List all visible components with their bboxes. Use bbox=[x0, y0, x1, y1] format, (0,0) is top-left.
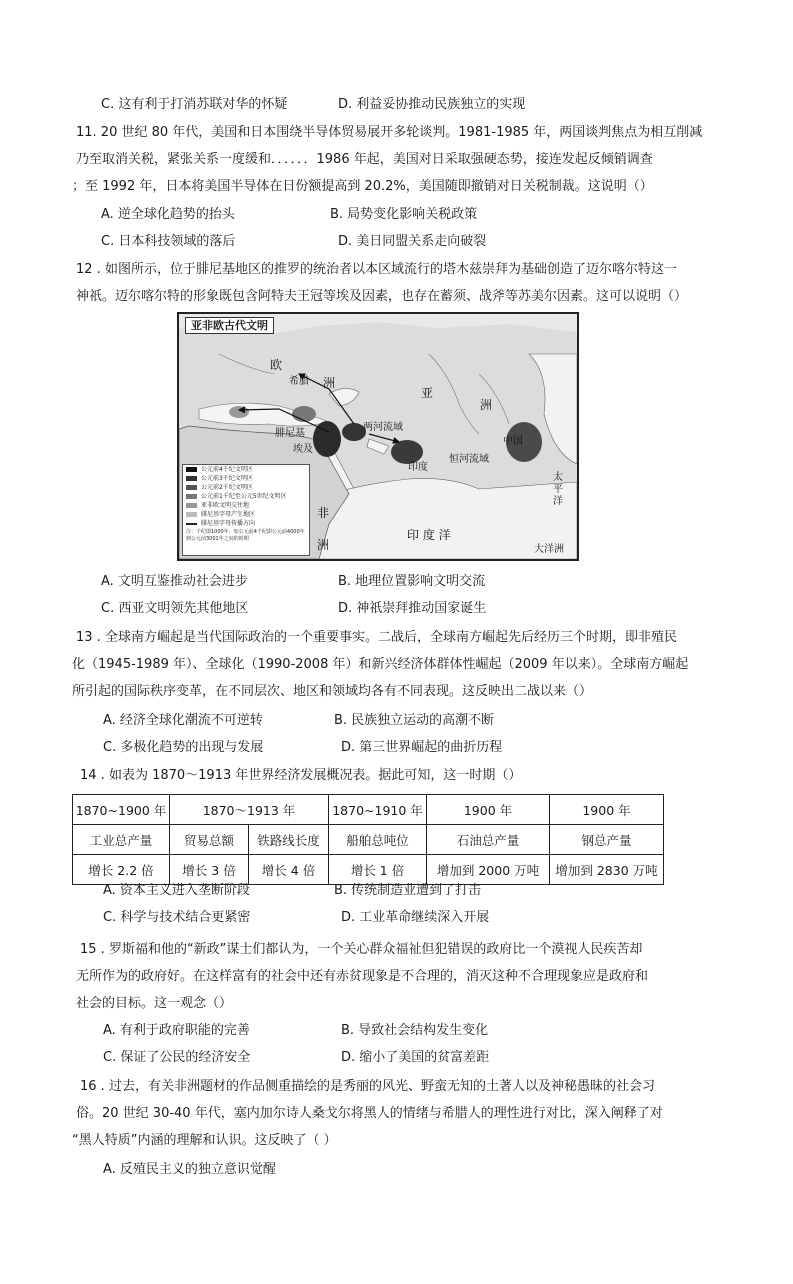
legend-item bbox=[183, 501, 309, 510]
table-cell: 增加到 2000 万吨 bbox=[427, 855, 550, 885]
q12-option-c: C. 西亚文明领先其他地区 bbox=[101, 601, 249, 616]
legend-swatch bbox=[186, 503, 197, 508]
q14-stem-line: 14 . 如表为 1870～1913 年世界经济发展概况表。据此可知，这一时期（） bbox=[80, 768, 522, 783]
q11-option-b: B. 局势变化影响关税政策 bbox=[330, 207, 478, 222]
q11-stem-line: ；至 1992 年，日本将美国半导体在日份额提高到 20.2%，美国随即撤销对日关税制裁。这说明（） bbox=[72, 179, 653, 194]
q12-stem-line: 神祇。迈尔喀尔特的形象既包含阿特夫王冠等埃及因素，也存在蓄须、战斧等苏美尔因素。这可以说明（） bbox=[76, 289, 688, 304]
table-row bbox=[73, 855, 664, 885]
legend-swatch bbox=[186, 476, 197, 481]
q15-option-d: D. 缩小了美国的贫富差距 bbox=[341, 1050, 490, 1065]
legend-item bbox=[183, 483, 309, 492]
table-row bbox=[73, 795, 664, 825]
table-cell: 1870～1913 年 bbox=[170, 795, 329, 825]
map-label-europe: 欧 bbox=[270, 358, 283, 372]
map-label-greece: 希腊 bbox=[289, 376, 309, 387]
q13-stem-line: 化（1945-1989 年）、全球化（1990-2008 年）和新兴经济体群体性崛起（2009 年以来）。全球南方崛起 bbox=[72, 657, 689, 672]
table-cell: 1870~1910 年 bbox=[329, 795, 427, 825]
q10-option-d: D. 利益妥协推动民族独立的实现 bbox=[338, 97, 526, 112]
legend-label: 公元前1千纪至公元5世纪文明区 bbox=[201, 493, 287, 500]
q12-stem-line: 12 . 如图所示，位于腓尼基地区的推罗的统治者以本区域流行的塔木兹崇拜为基础创造了迈尔喀尔特这一 bbox=[76, 262, 677, 277]
legend-swatch bbox=[186, 512, 197, 517]
table-cell: 贸易总额 bbox=[170, 825, 249, 855]
arrow-icon bbox=[186, 523, 197, 525]
legend-item bbox=[183, 474, 309, 483]
legend-swatch bbox=[186, 467, 197, 472]
q15-option-c: C. 保证了公民的经济安全 bbox=[103, 1050, 251, 1065]
q12-option-d: D. 神祇崇拜推动国家诞生 bbox=[338, 601, 487, 616]
map-label-river: 恒河流域 bbox=[449, 454, 489, 465]
table-cell: 船舶总吨位 bbox=[329, 825, 427, 855]
map-label-africa-2: 洲 bbox=[317, 538, 330, 552]
map-label-mesopotamia: 两河流域 bbox=[363, 422, 403, 433]
legend-item bbox=[183, 519, 309, 528]
map-label-india: 印度 bbox=[408, 462, 428, 473]
table-cell: 增长 4 倍 bbox=[249, 855, 329, 885]
table-cell: 钢总产量 bbox=[550, 825, 664, 855]
q13-option-b: B. 民族独立运动的高潮不断 bbox=[334, 713, 495, 728]
q16-option-a: A. 反殖民主义的独立意识觉醒 bbox=[103, 1162, 276, 1177]
legend-label: 公元前2千纪文明区 bbox=[201, 484, 253, 491]
economy-table bbox=[72, 794, 664, 885]
q13-stem-line: 13 . 全球南方崛起是当代国际政治的一个重要事实。二战后，全球南方崛起先后经历三个时期，即非殖民 bbox=[76, 630, 677, 645]
civilization-map bbox=[177, 312, 579, 561]
q14-option-d: D. 工业革命继续深入开展 bbox=[341, 910, 490, 925]
q15-stem-line: 无所作为的政府好。在这样富有的社会中还有赤贫现象是不合理的，消灭这种不合理现象应是政府和 bbox=[76, 969, 649, 984]
q16-stem-line: 16 . 过去，有关非洲题材的作品侧重描绘的是秀丽的风光、野蛮无知的土著人以及神秘愚昧的社会习 bbox=[80, 1079, 655, 1094]
q15-option-b: B. 导致社会结构发生变化 bbox=[341, 1023, 489, 1038]
legend-label: 腓尼基字母产生地区 bbox=[201, 511, 256, 518]
map-label-indian-ocean: 印 度 洋 bbox=[407, 528, 451, 542]
table-cell: 1870~1900 年 bbox=[73, 795, 170, 825]
legend-item bbox=[183, 510, 309, 519]
table-cell: 铁路线长度 bbox=[249, 825, 329, 855]
q14-option-c: C. 科学与技术结合更紧密 bbox=[103, 910, 251, 925]
table-cell: 石油总产量 bbox=[427, 825, 550, 855]
legend-swatch bbox=[186, 494, 197, 499]
map-label-phoenicia: 腓尼基 bbox=[275, 428, 305, 439]
map-label-asia-2: 洲 bbox=[480, 398, 493, 412]
map-label-pacific: 太平洋 bbox=[553, 472, 563, 507]
q16-stem-line: “黑人特质”内涵的理解和认识。这反映了（ ） bbox=[72, 1133, 337, 1148]
q11-option-c: C. 日本科技领域的落后 bbox=[101, 234, 236, 249]
q13-option-a: A. 经济全球化潮流不可逆转 bbox=[103, 713, 263, 728]
q16-stem-line: 俗。20 世纪 30-40 年代，塞内加尔诗人桑戈尔将黑人的情绪与希腊人的理性进行对比，深入阐释了对 bbox=[76, 1106, 663, 1121]
legend-item bbox=[183, 492, 309, 501]
legend-note: 注：千纪即1000年，如公元前4千纪即公元前4000年到公元前3001年之间的时期 bbox=[186, 529, 305, 542]
q12-option-b: B. 地理位置影响文明交流 bbox=[338, 574, 486, 589]
q11-option-d: D. 美日同盟关系走向破裂 bbox=[338, 234, 487, 249]
q11-stem-line: 11. 20 世纪 80 年代，美国和日本围绕半导体贸易展开多轮谈判。1981-1985 年，两国谈判焦点为相互削减 bbox=[76, 125, 703, 140]
q13-option-c: C. 多极化趋势的出现与发展 bbox=[103, 740, 264, 755]
q13-stem-line: 所引起的国际秩序变革，在不同层次、地区和领域均各有不同表现。这反映出二战以来（） bbox=[72, 684, 593, 699]
table-cell: 增长 2.2 倍 bbox=[73, 855, 170, 885]
q11-option-a: A. 逆全球化趋势的抬头 bbox=[101, 207, 235, 222]
table-cell: 增加到 2830 万吨 bbox=[550, 855, 664, 885]
map-label-africa: 非 bbox=[317, 506, 330, 520]
map-legend bbox=[182, 464, 310, 556]
map-label-egypt: 埃及 bbox=[293, 444, 313, 455]
q15-option-a: A. 有利于政府职能的完善 bbox=[103, 1023, 250, 1038]
q15-stem-line: 社会的目标。这一观念（） bbox=[76, 996, 233, 1011]
table-cell: 1900 年 bbox=[550, 795, 664, 825]
legend-item bbox=[183, 465, 309, 474]
legend-swatch bbox=[186, 485, 197, 490]
table-cell: 增长 3 倍 bbox=[170, 855, 249, 885]
q14-option-b: B. 传统制造业遭到了打击 bbox=[334, 883, 482, 898]
table-cell: 增长 1 倍 bbox=[329, 855, 427, 885]
map-label-europe-2: 洲 bbox=[323, 376, 336, 390]
table-row bbox=[73, 825, 664, 855]
legend-label: 公元前4千纪文明区 bbox=[201, 466, 253, 473]
map-title: 亚非欧古代文明 bbox=[185, 317, 274, 334]
q13-option-d: D. 第三世界崛起的曲折历程 bbox=[341, 740, 503, 755]
map-label-oceania: 大洋洲 bbox=[534, 544, 564, 555]
table-cell: 工业总产量 bbox=[73, 825, 170, 855]
legend-label: 腓尼基字母传播方向 bbox=[201, 520, 256, 527]
q11-stem-line: 乃至取消关税，紧张关系一度缓和．．．．．．1986 年起，美国对日采取强硬态势，接连发起反倾销调查 bbox=[76, 152, 653, 167]
map-label-asia: 亚 bbox=[421, 386, 434, 400]
q12-option-a: A. 文明互鉴推动社会进步 bbox=[101, 574, 248, 589]
q14-option-a: A. 资本主义进入垄断阶段 bbox=[103, 883, 250, 898]
map-label-china: 中国 bbox=[503, 436, 523, 447]
q15-stem-line: 15 . 罗斯福和他的“新政”谋士们都认为，一个关心群众福祉但犯错误的政府比一个漠视人民疾苦却 bbox=[80, 942, 643, 957]
table-cell: 1900 年 bbox=[427, 795, 550, 825]
legend-label: 亚非欧文明交往地 bbox=[201, 502, 250, 509]
q10-option-c: C. 这有利于打消苏联对华的怀疑 bbox=[101, 97, 288, 112]
legend-label: 公元前3千纪文明区 bbox=[201, 475, 253, 482]
